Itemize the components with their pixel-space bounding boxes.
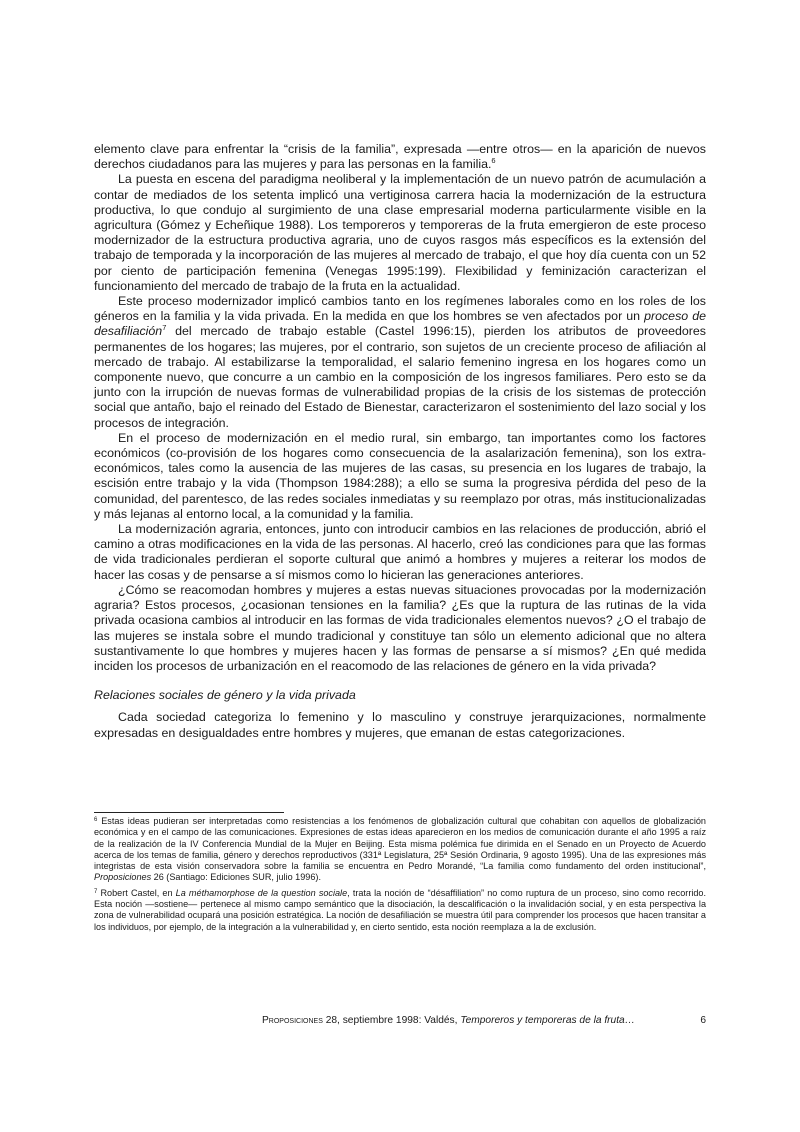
page-number: 6 xyxy=(700,1015,706,1026)
paragraph: Cada sociedad categoriza lo femenino y lo masculino y construye jerarquizaciones, normalmente expresadas en desigualdades entre hombres y mujeres, que emanan de estas categorizaciones. xyxy=(94,710,706,740)
running-footer xyxy=(262,1015,706,1026)
footnote-7 xyxy=(94,888,706,933)
paragraph xyxy=(94,294,706,431)
footnote-text: Estas ideas pudieran ser interpretadas como resistencias a los fenómenos de globalización cultural que cohabitan con aquellos de globalización económica y en el campo de las comunicaciones. Expresiones de estas ideas aparecieron en los medios de comunicación durante el año 1995 a raíz de la realización de la IV Conferencia Mundial de la Mujer en Beijing. Esta misma polémica fue dirimida en el Senado en un Proyecto de Acuerdo acerca de los temas de familia, género y derechos reproductivos (331ª Legislatura, 25ª Sesión Ordinaria, 9 agosto 1995). Una de las expresiones más integristas de esta visión conservadora sobre la familia se encuentra en Pedro Morandé, “La familia como fundamento del orden institucional”, xyxy=(94,816,706,872)
footnotes xyxy=(94,816,706,937)
footnote-text: Robert Castel, en xyxy=(97,887,176,898)
paragraph: La modernización agraria, entonces, junto con introducir cambios en las relaciones de producción, abrió el camino a otras modificaciones en la vida de las personas. Al hacerlo, creó las condiciones para que las formas de vida tradicionales perdieran el soporte cultural que animó a hombres y mujeres a reiterar los modos de hacer las cosas y de pensarse a sí mismos como lo hicieran las generaciones anteriores. xyxy=(94,522,706,582)
italic-title: La méthamorphose de la question sociale xyxy=(175,887,348,898)
footnote-number: 7 xyxy=(94,888,98,895)
footnote-6 xyxy=(94,816,706,884)
paragraph: ¿Cómo se reacomodan hombres y mujeres a estas nuevas situaciones provocadas por la modernización agraria? Estos procesos, ¿ocasionan tensiones en la familia? ¿Es que la ruptura de las rutinas de la vida privada ocasiona cambios al introducir en las formas de vida tradicionales elementos nuevos? ¿O el trabajo de las mujeres se instala sobre el mundo tradicional y constituye tan sólo un elemento adicional que no altera sustantivamente lo que hombres y mujeres hacen y las formas de pensarse a sí mismos? ¿En qué medida inciden los procesos de urbanización en el reacomodo de las relaciones de género en la vida privada? xyxy=(94,582,706,673)
footnote-ref-6[interactable]: 6 xyxy=(491,156,496,166)
footnote-text: , trata la noción de “désaffiliation” no como ruptura de un proceso, sino como recorrido. Esta noción —sostiene— pertenece al mismo campo semántico que la disociación, la descalificación o la invalidación social, y en esta perspectiva la zona de vulnerabilidad ocupará una posición estratégica. La noción de desafiliación se muestra útil para comprender los procesos que hacen transitar a los individuos, por ejemplo, de la integración a la vulnerabilidad y, en cierto sentido, esta noción reemplaza a la de exclusión. xyxy=(94,887,707,932)
paragraph-text: Este proceso modernizador implicó cambios tanto en los regímenes laborales como en los roles de los géneros en la familia y la vida privada. En la medida en que los hombres se ven afectados por un xyxy=(94,294,706,324)
footnote-number: 6 xyxy=(94,817,98,823)
article-title: Temporeros y temporeras de la fruta… xyxy=(460,1015,635,1026)
italic-title: Proposiciones xyxy=(94,872,152,883)
footnote-divider xyxy=(94,812,284,813)
footnote-text: 26 (Santiago: Ediciones SUR, julio 1996). xyxy=(151,872,321,883)
italic-term: proceso de desafiliación xyxy=(94,309,706,339)
paragraph: En el proceso de modernización en el medio rural, sin embargo, tan importantes como los factores económicos (co-provisión de los hogares como consecuencia de la asalarización femenina), son los extra-económicos, tales como la ausencia de las mujeres de las casas, su presencia en los lugares de trabajo, la escisión entre trabajo y la vida (Thompson 1984:288); a ello se suma la progresiva pérdida del peso de la comunidad, del parentesco, de las redes sociales inmediatas y su reemplazo por otras, más institucionalizadas y más lejanas al entorno local, a la comunidad y la familia. xyxy=(94,430,706,521)
main-body-text xyxy=(94,142,706,741)
footnote-ref-7[interactable]: 7 xyxy=(162,323,167,333)
paragraph: La puesta en escena del paradigma neoliberal y la implementación de un nuevo patrón de acumulación a contar de mediados de los setenta implicó una vertiginosa carrera hacia la modernización de la estructura productiva, lo que condujo al surgimiento de una clase empresarial moderna particularmente visible en la agricultura (Gómez y Echeñique 1988). Los temporeros y temporeras de la fruta emergieron de este proceso modernizador de la estructura productiva agraria, uno de cuyos rasgos más específicos es la extensión del trabajo de temporada y la incorporación de las mujeres al mercado de trabajo, el que hoy día cuenta con un 52 por ciento de participación femenina (Venegas 1995:199). Flexibilidad y feminización caracterizan el funcionamiento del mercado de trabajo de la fruta en la actualidad. xyxy=(94,172,706,293)
paragraph-text: del mercado de trabajo estable (Castel 1996:15), pierden los atributos de proveedores permanentes de los hogares; las mujeres, por el contrario, son sujetos de un creciente proceso de afiliación al mercado de trabajo. Al estabilizarse la temporalidad, el salario femenino ingresa en los hogares como un componente nuevo, que concurre a un cambio en la composición de los ingresos familiares. Pero esto se da junto con la irrupción de nuevas formas de vulnerabilidad propias de la crisis de los sistemas de protección social que antaño, bajo el reinado del Estado de Bienestar, caracterizaron el sostenimiento del lazo social y los procesos de integración. xyxy=(94,324,706,430)
paragraph-text: elemento clave para enfrentar la “crisis de la familia”, expresada —entre otros— en la aparición de nuevos derechos ciudadanos para las mujeres y para las personas en la familia. xyxy=(94,142,706,172)
journal-name: Proposiciones xyxy=(262,1015,323,1026)
paragraph xyxy=(94,142,706,172)
section-heading: Relaciones sociales de género y la vida privada xyxy=(94,688,356,703)
issue-info: 28, septiembre 1998: Valdés, xyxy=(322,1015,461,1026)
